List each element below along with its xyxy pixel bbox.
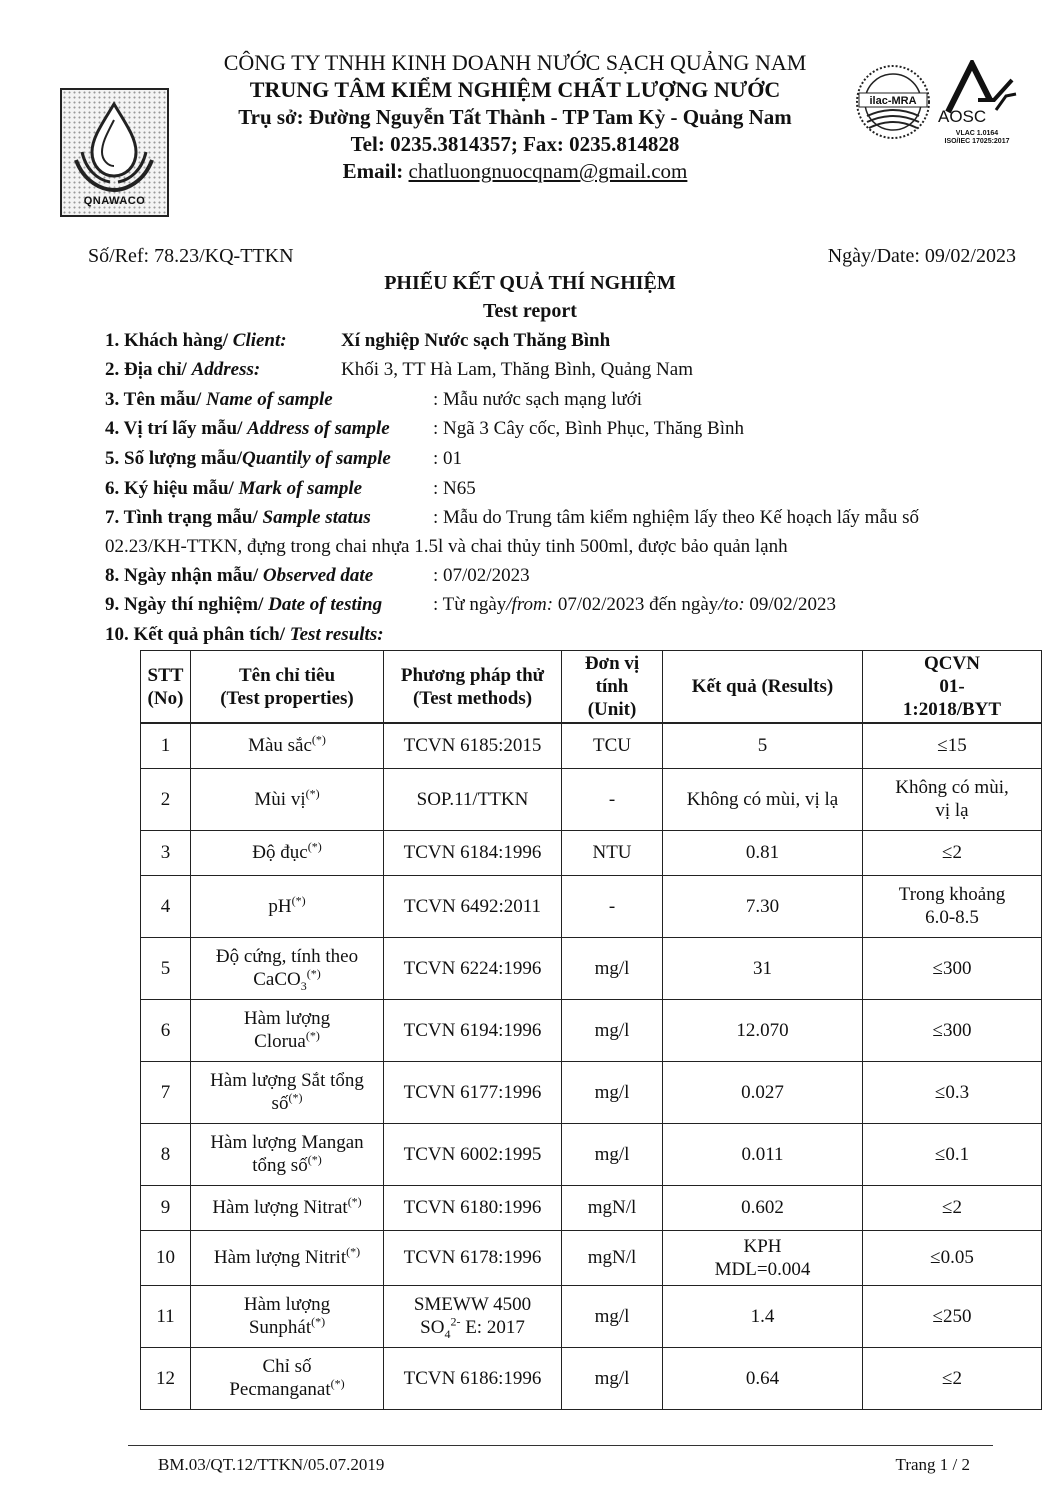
accredited-marker: (*) bbox=[291, 893, 306, 908]
accredited-marker: (*) bbox=[306, 966, 321, 981]
address-label bbox=[105, 359, 260, 380]
accredited-marker: (*) bbox=[288, 1090, 303, 1105]
report-date: Ngày/Date: 09/02/2023 bbox=[827, 245, 1016, 267]
row-number: 10 bbox=[156, 1247, 175, 1268]
method-name: TCVN 6492:2011 bbox=[403, 895, 542, 917]
accredited-marker: (*) bbox=[305, 786, 320, 801]
result-value: Không có mùi, vị lạ bbox=[686, 788, 839, 810]
row-number: 5 bbox=[160, 957, 171, 979]
col-header-method bbox=[384, 651, 562, 724]
cell-method bbox=[384, 1123, 562, 1185]
client-label bbox=[105, 330, 287, 351]
cell-method bbox=[384, 768, 562, 830]
results-label-en: Test results: bbox=[289, 624, 384, 645]
cell-method bbox=[384, 1285, 562, 1347]
sample-name-label-en: Name of sample bbox=[206, 389, 333, 410]
head-office-address: Trụ sở: Đường Nguyễn Tất Thành - TP Tam Kỳ - Quảng Nam bbox=[238, 105, 792, 129]
row-number: 11 bbox=[156, 1305, 175, 1327]
table-row bbox=[141, 1061, 1042, 1123]
observed-date-label bbox=[105, 565, 373, 586]
limit-value: ≤250 bbox=[932, 1305, 972, 1327]
row-number: 8 bbox=[160, 1143, 171, 1165]
accredited-marker: (*) bbox=[305, 1028, 320, 1043]
property-name-cont: Sunphát bbox=[248, 1317, 312, 1338]
results-label-vn: 10. Kết quả phân tích/ bbox=[105, 624, 290, 645]
property-subscript: 3 bbox=[300, 978, 307, 993]
report-title: PHIẾU KẾT QUẢ THÍ NGHIỆM bbox=[384, 272, 676, 294]
contact-phone: Tel: 0235.3814357; Fax: 0235.814828 bbox=[350, 132, 680, 156]
table-row bbox=[141, 723, 1042, 768]
info-sample-name bbox=[105, 385, 1025, 414]
cell-standard-limit bbox=[863, 1347, 1042, 1409]
accredited-marker: (*) bbox=[311, 732, 326, 747]
accredited-marker: (*) bbox=[346, 1244, 361, 1259]
sample-quantity-label-vn: 5. Số lượng mẫu/ bbox=[105, 448, 243, 469]
cell-unit bbox=[562, 1230, 663, 1285]
testing-date-value bbox=[433, 590, 836, 619]
cell-unit bbox=[562, 999, 663, 1061]
col-header-result bbox=[663, 651, 863, 724]
cell-property bbox=[191, 1347, 384, 1409]
table-row bbox=[141, 768, 1042, 830]
cell-method bbox=[384, 937, 562, 999]
cell-method bbox=[384, 875, 562, 937]
col-header-no-vn: STT bbox=[147, 664, 184, 686]
limit-value: ≤300 bbox=[932, 957, 972, 979]
limit-value: ≤15 bbox=[937, 735, 967, 757]
company-name: CÔNG TY TNHH KINH DOANH NƯỚC SẠCH QUẢNG NAM bbox=[223, 50, 807, 75]
row-number: 4 bbox=[160, 895, 171, 917]
sample-quantity-value: : 01 bbox=[433, 448, 463, 469]
result-value: KPH bbox=[743, 1235, 782, 1257]
row-number: 6 bbox=[160, 1019, 171, 1041]
testing-from-prefix: : Từ ngày bbox=[433, 594, 507, 615]
sample-location-label-en: Address of sample bbox=[247, 418, 390, 439]
cell-result bbox=[663, 1285, 863, 1347]
testing-to-en: /to: bbox=[718, 594, 745, 615]
col-header-property-en: (Test properties) bbox=[220, 687, 354, 709]
cell-standard-limit bbox=[863, 768, 1042, 830]
property-name: Mùi vị bbox=[254, 788, 306, 810]
logo-label: QNAWACO bbox=[83, 195, 146, 207]
cell-no bbox=[141, 937, 191, 999]
cell-unit bbox=[562, 1185, 663, 1230]
property-name: Hàm lượng Nitrat bbox=[212, 1197, 348, 1218]
sample-location-value: : Ngã 3 Cây cốc, Bình Phục, Thăng Bình bbox=[433, 418, 745, 439]
sample-location-label bbox=[105, 418, 390, 439]
sample-quantity-label-en: Quantily of sample bbox=[242, 448, 391, 469]
info-observed-date bbox=[105, 561, 1025, 590]
cell-no bbox=[141, 830, 191, 875]
info-sample-mark bbox=[105, 474, 1025, 503]
accredited-marker: (*) bbox=[311, 1314, 326, 1329]
aosc-vlac-code: VLAC 1.0164 bbox=[955, 130, 999, 137]
cell-property bbox=[191, 937, 384, 999]
col-header-standard-2: 01- bbox=[939, 676, 965, 697]
cell-result bbox=[663, 937, 863, 999]
method-name: TCVN 6184:1996 bbox=[403, 842, 542, 863]
accredited-marker: (*) bbox=[307, 839, 322, 854]
email-label: Email: bbox=[342, 159, 404, 183]
property-name: Hàm lượng bbox=[243, 1008, 331, 1029]
unit-value: mg/l bbox=[594, 957, 630, 979]
property-name: Hàm lượng Nitrit bbox=[213, 1247, 347, 1268]
col-header-standard-3: 1:2018/BYT bbox=[902, 699, 1002, 720]
row-number: 12 bbox=[156, 1367, 175, 1389]
cell-property bbox=[191, 999, 384, 1061]
testing-date-label-vn: 9. Ngày thí nghiệm/ bbox=[105, 594, 269, 615]
col-header-property-vn: Tên chỉ tiêu bbox=[238, 664, 336, 686]
sample-mark-label-vn: 6. Ký hiệu mẫu/ bbox=[105, 478, 239, 499]
unit-value: mg/l bbox=[594, 1081, 630, 1103]
table-row bbox=[141, 1347, 1042, 1409]
aosc-text: AOSC bbox=[938, 107, 987, 126]
property-name-cont: tổng số bbox=[252, 1155, 308, 1176]
cell-result bbox=[663, 1123, 863, 1185]
table-row bbox=[141, 1123, 1042, 1185]
sample-name-label-vn: 3. Tên mẫu/ bbox=[105, 389, 207, 410]
cell-standard-limit bbox=[863, 1061, 1042, 1123]
unit-value: - bbox=[608, 895, 616, 917]
cell-property bbox=[191, 1230, 384, 1285]
property-name: Độ cứng, tính theo bbox=[215, 946, 359, 967]
ilac-mra-logo-icon bbox=[853, 60, 933, 144]
cell-method bbox=[384, 1185, 562, 1230]
method-name: TCVN 6224:1996 bbox=[403, 957, 542, 979]
table-row bbox=[141, 937, 1042, 999]
cell-method bbox=[384, 1061, 562, 1123]
method-subscript: 4 bbox=[444, 1326, 451, 1341]
result-value: 0.64 bbox=[745, 1367, 780, 1389]
cell-property bbox=[191, 768, 384, 830]
cell-no bbox=[141, 1230, 191, 1285]
unit-value: mg/l bbox=[594, 1367, 630, 1389]
property-name: Hàm lượng Sắt tổng bbox=[210, 1070, 364, 1091]
unit-value: mgN/l bbox=[587, 1197, 637, 1218]
sample-status-label bbox=[105, 507, 371, 528]
info-sample-location bbox=[105, 414, 1025, 443]
results-label bbox=[105, 624, 384, 645]
cell-result bbox=[663, 830, 863, 875]
observed-date-label-en: Observed date bbox=[262, 565, 374, 586]
info-testing-date bbox=[105, 590, 1025, 619]
result-value: 31 bbox=[753, 957, 772, 979]
sample-quantity-label bbox=[105, 448, 391, 469]
cell-unit bbox=[562, 1061, 663, 1123]
cell-unit bbox=[562, 1123, 663, 1185]
sample-name-value: : Mẫu nước sạch mạng lưới bbox=[433, 389, 643, 410]
cell-standard-limit bbox=[863, 937, 1042, 999]
aosc-iso-code: ISO/IEC 17025:2017 bbox=[944, 138, 1010, 145]
result-value: 1.4 bbox=[750, 1305, 775, 1327]
cell-no bbox=[141, 768, 191, 830]
cell-unit bbox=[562, 830, 663, 875]
row-number: 9 bbox=[160, 1197, 171, 1218]
table-row bbox=[141, 1230, 1042, 1285]
result-value: 0.011 bbox=[741, 1143, 784, 1165]
col-header-method-en: (Test methods) bbox=[412, 687, 533, 709]
info-client bbox=[105, 326, 1025, 355]
cell-unit bbox=[562, 1347, 663, 1409]
cell-method bbox=[384, 1230, 562, 1285]
cell-property bbox=[191, 723, 384, 768]
cell-standard-limit bbox=[863, 1230, 1042, 1285]
method-name: TCVN 6180:1996 bbox=[403, 1197, 542, 1218]
testing-from-en: /from: bbox=[506, 594, 554, 615]
cell-result bbox=[663, 768, 863, 830]
limit-value: Không có mùi, bbox=[895, 777, 1009, 798]
sample-mark-label bbox=[105, 478, 362, 499]
unit-value: - bbox=[608, 788, 616, 810]
testing-date-label-en: Date of testing bbox=[268, 594, 383, 615]
cell-no bbox=[141, 1061, 191, 1123]
cell-method bbox=[384, 1347, 562, 1409]
property-name-cont: Clorua bbox=[254, 1031, 306, 1052]
result-value: 12.070 bbox=[736, 1019, 789, 1041]
sample-status-label-en: Sample status bbox=[262, 507, 371, 528]
testing-from-value: 07/02/2023 đến ngày bbox=[553, 594, 719, 615]
method-superscript: 2- bbox=[450, 1314, 461, 1329]
method-name: TCVN 6002:1995 bbox=[403, 1143, 542, 1165]
observed-date-label-vn: 8. Ngày nhận mẫu/ bbox=[105, 565, 263, 586]
cell-standard-limit bbox=[863, 723, 1042, 768]
col-header-unit-en: (Unit) bbox=[587, 699, 637, 720]
limit-value: ≤2 bbox=[942, 1367, 962, 1389]
cell-standard-limit bbox=[863, 875, 1042, 937]
limit-value-cont: 6.0-8.5 bbox=[925, 907, 979, 928]
row-number: 2 bbox=[160, 788, 171, 810]
accredited-marker: (*) bbox=[347, 1194, 362, 1209]
col-header-unit bbox=[562, 651, 663, 724]
contact-email bbox=[175, 158, 855, 184]
sample-mark-label-en: Mark of sample bbox=[238, 478, 363, 499]
table-header-row bbox=[141, 651, 1042, 724]
sample-status-value-line2: 02.23/KH-TTKN, đựng trong chai nhựa 1.5l và chai thủy tinh 500ml, được bảo quản lạnh bbox=[105, 536, 788, 557]
col-header-standard-1: QCVN bbox=[924, 653, 980, 674]
cell-result bbox=[663, 723, 863, 768]
col-header-unit-vn-2: tính bbox=[595, 676, 629, 697]
table-row bbox=[141, 1285, 1042, 1347]
col-header-no-en: (No) bbox=[147, 687, 184, 709]
cell-no bbox=[141, 1185, 191, 1230]
col-header-method-vn: Phương pháp thử bbox=[400, 664, 545, 686]
cell-property bbox=[191, 1285, 384, 1347]
info-sample-status-cont bbox=[105, 532, 1025, 561]
client-value: Xí nghiệp Nước sạch Thăng Bình bbox=[341, 330, 611, 351]
property-name: Chỉ số bbox=[262, 1356, 312, 1377]
col-header-unit-vn-1: Đơn vị bbox=[584, 653, 640, 674]
info-results-heading bbox=[105, 620, 1025, 649]
property-name: pH bbox=[268, 895, 292, 917]
footer-divider bbox=[128, 1445, 993, 1446]
cell-property bbox=[191, 1185, 384, 1230]
method-name: SOP.11/TTKN bbox=[416, 788, 529, 810]
testing-date-label bbox=[105, 594, 382, 615]
sample-location-label-vn: 4. Vị trí lấy mẫu/ bbox=[105, 418, 248, 439]
cell-no bbox=[141, 723, 191, 768]
cell-standard-limit bbox=[863, 1185, 1042, 1230]
address-value: Khối 3, TT Hà Lam, Thăng Bình, Quảng Nam bbox=[341, 359, 693, 380]
col-header-property bbox=[191, 651, 384, 724]
result-value: 5 bbox=[757, 735, 768, 757]
cell-method bbox=[384, 999, 562, 1061]
table-row bbox=[141, 999, 1042, 1061]
method-name: TCVN 6194:1996 bbox=[403, 1019, 542, 1041]
limit-value-cont: vị lạ bbox=[935, 800, 969, 821]
cell-method bbox=[384, 830, 562, 875]
unit-value: mg/l bbox=[594, 1305, 630, 1327]
accredited-marker: (*) bbox=[307, 1152, 322, 1167]
row-number: 1 bbox=[160, 735, 171, 757]
sample-name-label bbox=[105, 389, 333, 410]
limit-value: ≤2 bbox=[942, 842, 962, 863]
observed-date-value: : 07/02/2023 bbox=[433, 565, 530, 586]
client-label-en: Client: bbox=[232, 330, 287, 351]
cell-no bbox=[141, 1123, 191, 1185]
unit-value: mg/l bbox=[594, 1019, 630, 1041]
result-value: 0.81 bbox=[745, 842, 780, 863]
reference-number: Số/Ref: 78.23/KQ-TTKN bbox=[88, 245, 294, 267]
cell-result bbox=[663, 1185, 863, 1230]
property-name-cont: số bbox=[271, 1093, 289, 1114]
sample-mark-value: : N65 bbox=[433, 478, 476, 499]
cell-standard-limit bbox=[863, 999, 1042, 1061]
property-name: Màu sắc bbox=[248, 735, 312, 757]
property-name-cont: CaCO bbox=[253, 969, 301, 990]
property-name: Độ đục bbox=[252, 842, 308, 863]
cell-no bbox=[141, 1285, 191, 1347]
cell-no bbox=[141, 1347, 191, 1409]
property-name: Hàm lượng bbox=[243, 1294, 331, 1315]
sample-status-value-line1: : Mẫu do Trung tâm kiểm nghiệm lấy theo Kế hoạch lấy mẫu số bbox=[433, 507, 920, 528]
limit-value: ≤0.05 bbox=[930, 1247, 974, 1268]
result-value-cont: MDL=0.004 bbox=[714, 1258, 811, 1280]
limit-value: ≤2 bbox=[942, 1197, 962, 1218]
col-header-no bbox=[141, 651, 191, 724]
info-sample-quantity bbox=[105, 444, 1025, 473]
property-name-cont: Pecmanganat bbox=[229, 1379, 331, 1400]
sample-status-label-vn: 7. Tình trạng mẫu/ bbox=[105, 507, 263, 528]
unit-value: mg/l bbox=[594, 1143, 630, 1165]
testing-to-value: 09/02/2023 bbox=[744, 594, 836, 615]
cell-unit bbox=[562, 1285, 663, 1347]
row-number: 3 bbox=[160, 842, 171, 863]
cell-property bbox=[191, 1123, 384, 1185]
info-address bbox=[105, 355, 1025, 384]
limit-value: ≤0.1 bbox=[934, 1143, 970, 1165]
email-link[interactable]: chatluongnuocqnam@gmail.com bbox=[408, 159, 688, 183]
unit-value: NTU bbox=[592, 842, 632, 863]
address-label-vn: 2. Địa chỉ/ bbox=[105, 359, 192, 380]
cell-unit bbox=[562, 937, 663, 999]
col-header-standard bbox=[863, 651, 1042, 724]
cell-result bbox=[663, 999, 863, 1061]
unit-value: mgN/l bbox=[587, 1247, 637, 1268]
property-name: Hàm lượng Mangan bbox=[210, 1132, 364, 1153]
ilac-mra-text: ilac-MRA bbox=[869, 95, 917, 107]
table-row bbox=[141, 830, 1042, 875]
report-subtitle: Test report bbox=[483, 300, 577, 322]
limit-value: ≤300 bbox=[932, 1019, 972, 1041]
cell-unit bbox=[562, 875, 663, 937]
client-label-vn: 1. Khách hàng/ bbox=[105, 330, 233, 351]
cell-property bbox=[191, 875, 384, 937]
form-code: BM.03/QT.12/TTKN/05.07.2019 bbox=[158, 1455, 385, 1474]
page-number: Trang 1 / 2 bbox=[895, 1455, 970, 1474]
result-value: 7.30 bbox=[745, 895, 780, 917]
test-results-table bbox=[140, 650, 1042, 1410]
limit-value: Trong khoảng bbox=[898, 884, 1006, 905]
method-name: SMEWW 4500 bbox=[413, 1294, 532, 1315]
company-logo bbox=[60, 88, 169, 217]
method-name-tail: E: 2017 bbox=[460, 1317, 525, 1338]
cell-property bbox=[191, 830, 384, 875]
cell-result bbox=[663, 1230, 863, 1285]
result-value: 0.027 bbox=[741, 1081, 784, 1103]
cell-property bbox=[191, 1061, 384, 1123]
table-row bbox=[141, 875, 1042, 937]
cell-no bbox=[141, 999, 191, 1061]
row-number: 7 bbox=[160, 1081, 171, 1103]
method-name: TCVN 6177:1996 bbox=[403, 1081, 542, 1103]
table-row bbox=[141, 1185, 1042, 1230]
cell-standard-limit bbox=[863, 1123, 1042, 1185]
method-name: TCVN 6185:2015 bbox=[403, 735, 542, 757]
method-name: TCVN 6186:1996 bbox=[403, 1367, 542, 1389]
cell-no bbox=[141, 875, 191, 937]
method-name-cont: SO bbox=[420, 1317, 445, 1338]
info-sample-status bbox=[105, 503, 1025, 532]
method-name: TCVN 6178:1996 bbox=[403, 1247, 542, 1268]
cell-result bbox=[663, 1061, 863, 1123]
accredited-marker: (*) bbox=[330, 1376, 345, 1391]
center-name: TRUNG TÂM KIỂM NGHIỆM CHẤT LƯỢNG NƯỚC bbox=[249, 77, 781, 102]
cell-result bbox=[663, 875, 863, 937]
limit-value: ≤0.3 bbox=[934, 1081, 970, 1103]
cell-method bbox=[384, 723, 562, 768]
unit-value: TCU bbox=[593, 735, 631, 757]
cell-unit bbox=[562, 723, 663, 768]
col-header-result-label: Kết quả (Results) bbox=[691, 676, 834, 697]
cell-standard-limit bbox=[863, 830, 1042, 875]
address-label-en: Address: bbox=[191, 359, 261, 380]
cell-result bbox=[663, 1347, 863, 1409]
result-value: 0.602 bbox=[741, 1197, 784, 1218]
cell-standard-limit bbox=[863, 1285, 1042, 1347]
cell-unit bbox=[562, 768, 663, 830]
